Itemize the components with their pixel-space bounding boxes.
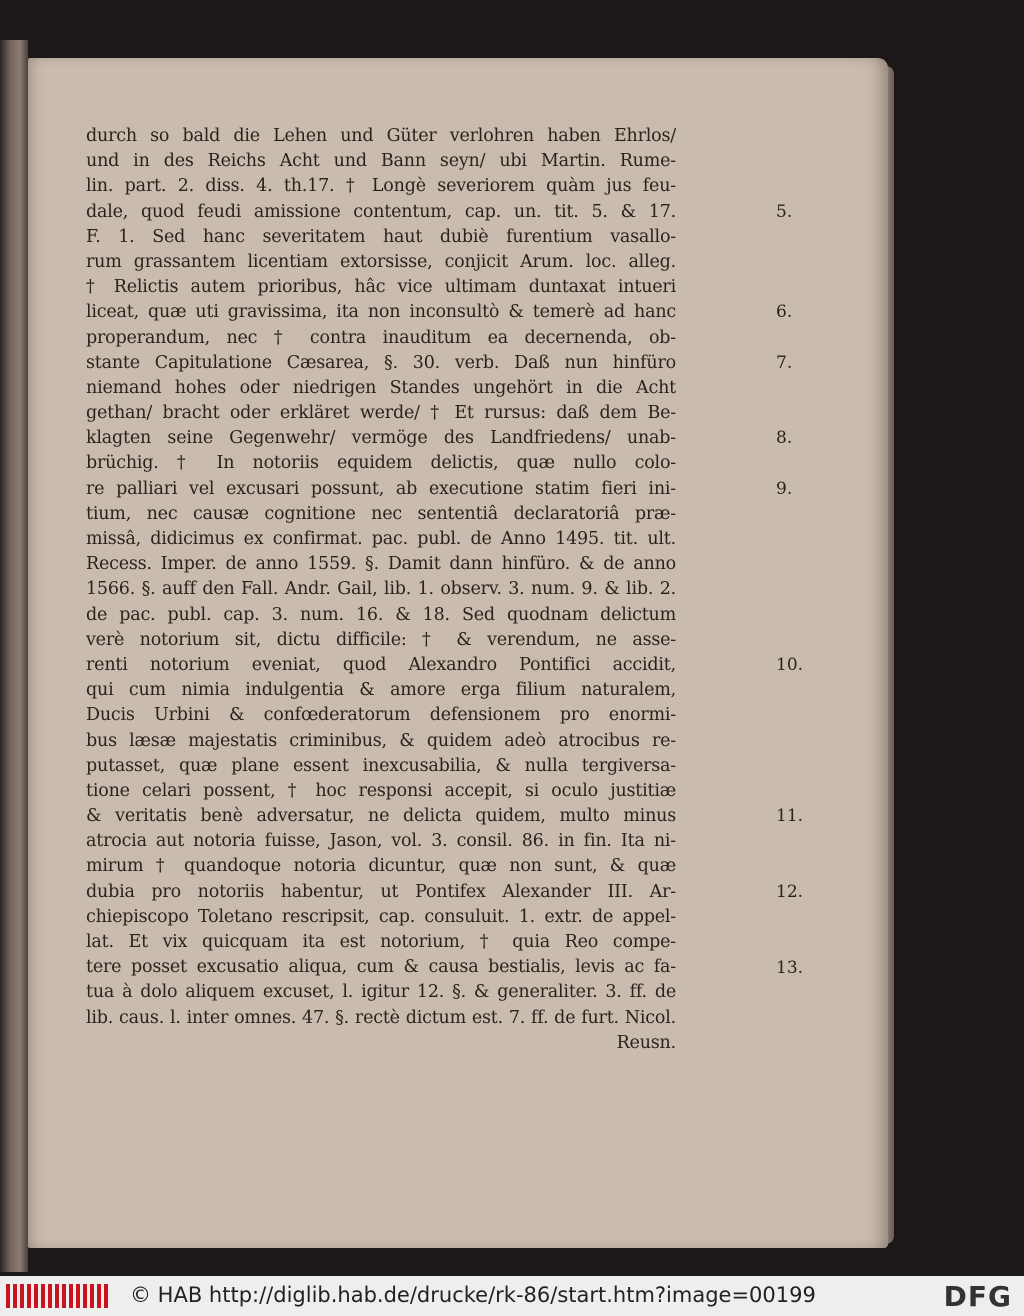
text-line: putasset, quæ plane essent inexcusabilia, & nulla tergiversa- [86, 755, 676, 776]
text-line: renti notorium eveniat, quod Alexandro Pontifici accidit, [86, 654, 676, 675]
dfg-logo: DFG [943, 1280, 1012, 1313]
margin-number: 13. [776, 957, 804, 978]
text-line: dale, quod feudi amissione contentum, cap. un. tit. 5. & 17. [86, 201, 676, 222]
text-line: Reusn. [616, 1032, 676, 1053]
text-line: stante Capitulatione Cæsarea, §. 30. verb. Daß nun hinfüro [86, 352, 676, 373]
adjacent-page-edge [0, 40, 28, 1272]
text-line: rum grassantem licentiam extorsisse, conjicit Arum. loc. alleg. [86, 251, 676, 272]
hab-logo-icon [6, 1284, 118, 1308]
text-line: tere posset excusatio aliqua, cum & causa bestialis, levis ac fa- [86, 957, 676, 978]
text-line: tione celari possent, † hoc responsi accepit, si oculo justitiæ [86, 780, 676, 801]
footer-bar [0, 1276, 1024, 1316]
text-line: qui cum nimia indulgentia & amore erga filium naturalem, [86, 680, 676, 701]
text-line: lat. Et vix quicquam ita est notorium, † quia Reo compe- [86, 932, 676, 952]
text-line: chiepiscopo Toletano rescripsit, cap. consuluit. 1. extr. de appel- [86, 906, 676, 927]
margin-number: 12. [776, 882, 804, 902]
text-line: gethan/ bracht oder erkläret werde/ † Et rursus: daß dem Be- [86, 403, 676, 424]
text-line: Recess. Imper. de anno 1559. §. Damit dann hinfüro. & de anno [86, 554, 676, 575]
margin-number: 8. [776, 428, 793, 449]
text-line: niemand hohes oder niedrigen Standes ungehört in die Acht [86, 377, 676, 398]
margin-number: 6. [776, 302, 793, 323]
text-line: re palliari vel excusari possunt, ab executione statim fieri ini- [86, 478, 676, 499]
margin-number: 9. [776, 478, 793, 499]
text-line: klagten seine Gegenwehr/ vermöge des Landfriedens/ unab- [86, 428, 676, 449]
text-line: durch so bald die Lehen und Güter verlohren haben Ehrlos/ [86, 126, 676, 146]
text-line: † Relictis autem prioribus, hâc vice ultimam duntaxat intueri [86, 277, 676, 298]
text-line: Ducis Urbini & confœderatorum defensionem pro enormi- [86, 705, 676, 726]
margin-number: 11. [776, 806, 804, 827]
text-line: F. 1. Sed hanc severitatem haut dubiè furentium vasallo- [86, 226, 676, 247]
text-line: 1566. §. auff den Fall. Andr. Gail, lib. 1. observ. 3. num. 9. & lib. 2. [86, 579, 676, 600]
text-line: de pac. publ. cap. 3. num. 16. & 18. Sed quodnam delictum [86, 604, 676, 625]
text-line: properandum, nec † contra inauditum ea decernenda, ob- [86, 327, 676, 348]
footer-credit[interactable]: © HAB http://diglib.hab.de/drucke/rk-86/start.htm?image=00199 [130, 1283, 816, 1307]
text-line: lin. part. 2. diss. 4. th.17. † Longè severiorem quàm jus feu- [86, 176, 676, 197]
text-line: brüchig. † In notoriis equidem delictis, quæ nullo colo- [86, 453, 676, 474]
text-line: atrocia aut notoria fuisse, Jason, vol. 3. consil. 86. in fin. Ita ni- [86, 831, 676, 852]
text-line: lib. caus. l. inter omnes. 47. §. rectè dictum est. 7. ff. de furt. Nicol. [86, 1007, 676, 1028]
margin-number: 5. [776, 201, 793, 222]
text-line: dubia pro notoriis habentur, ut Pontifex Alexander III. Ar- [86, 881, 676, 902]
page-text [86, 124, 804, 1056]
text-line: missâ, didicimus ex confirmat. pac. publ. de Anno 1495. tit. ult. [86, 529, 676, 549]
text-line: und in des Reichs Acht und Bann seyn/ ubi Martin. Rume- [86, 151, 676, 172]
text-line: tua à dolo aliquem excuset, l. igitur 12. §. & generaliter. 3. ff. de [86, 982, 676, 1003]
margin-number: 10. [776, 655, 804, 676]
text-line: mirum † quandoque notoria dicuntur, quæ non sunt, & quæ [86, 856, 676, 877]
text-line: tium, nec causæ cognitione nec sententiâ declaratoriâ præ- [86, 503, 676, 524]
margin-number: 7. [776, 352, 793, 373]
text-line: verè notorium sit, dictu difficile: † & verendum, ne asse- [86, 629, 676, 650]
text-line: bus læsæ majestatis criminibus, & quidem adeò atrocibus re- [86, 730, 676, 751]
text-line: liceat, quæ uti gravissima, ita non inconsultò & temerè ad hanc [86, 302, 676, 323]
text-line: & veritatis benè adversatur, ne delicta quidem, multo minus [86, 806, 676, 827]
